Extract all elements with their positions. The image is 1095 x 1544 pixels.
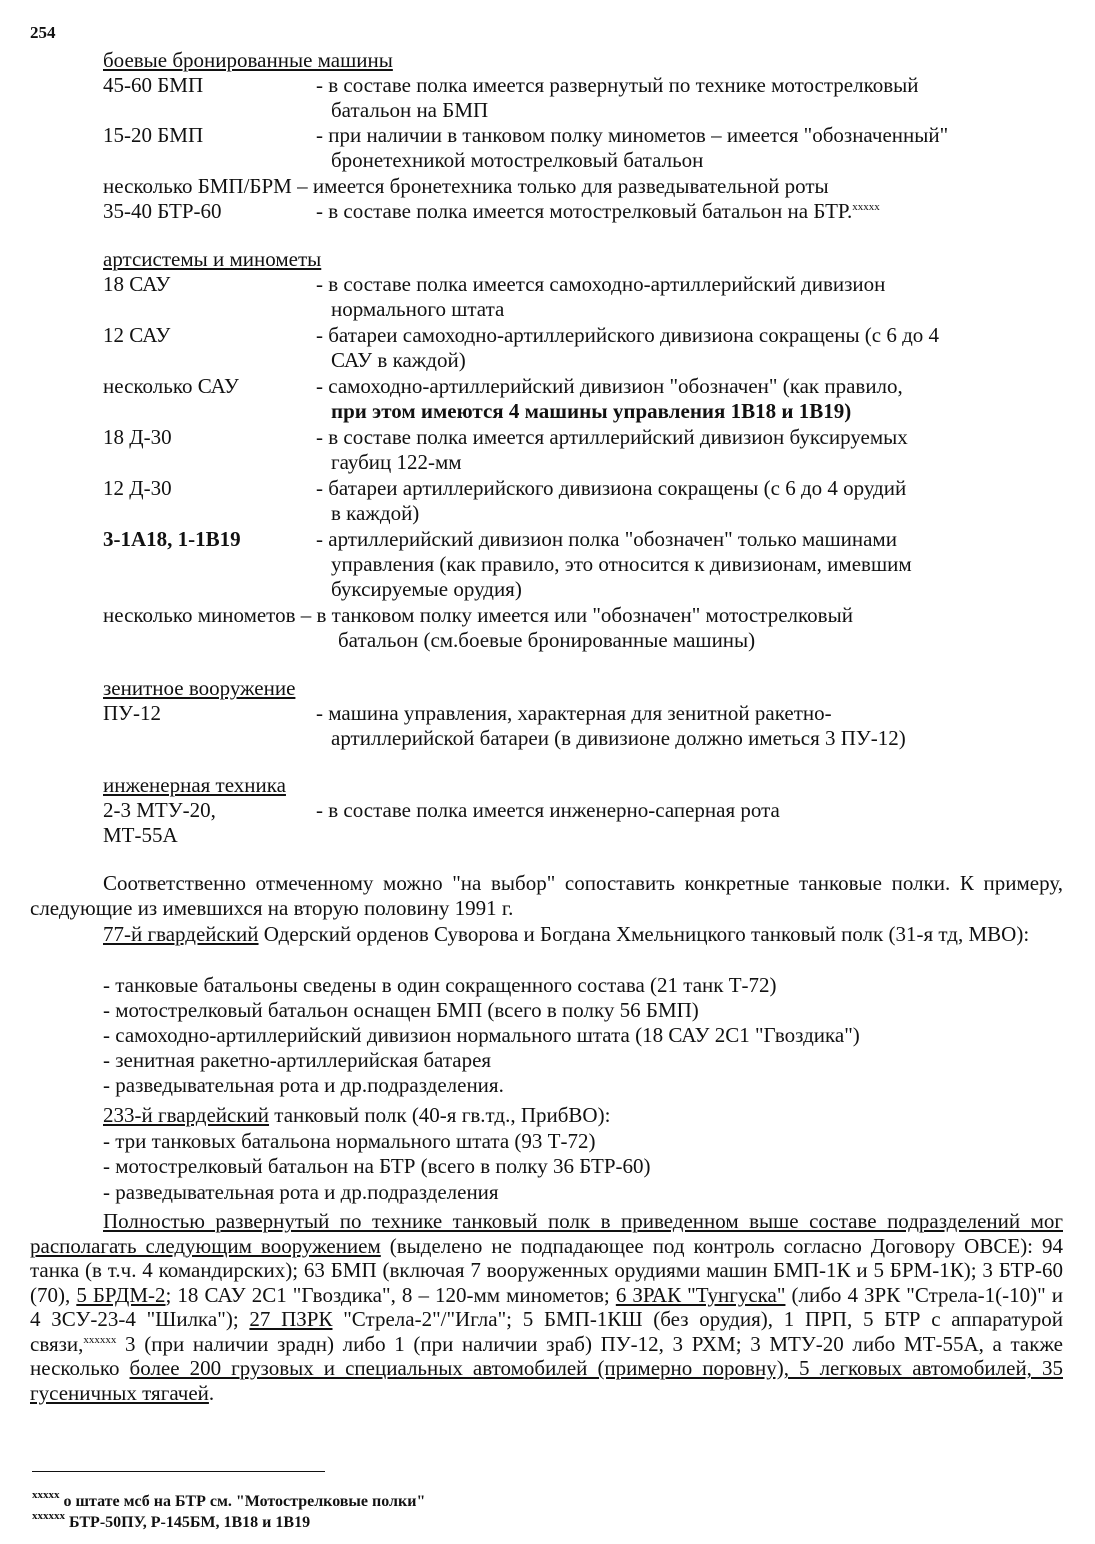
row-description-cont: САУ в каждой) xyxy=(331,348,466,372)
row-label-cont: МТ-55А xyxy=(103,823,178,847)
row-description: - артиллерийский дивизион полка "обозначен" только машинами xyxy=(316,527,897,551)
footnote-text: о штате мсб на БТР см. "Мотострелковые полки" xyxy=(59,1493,426,1510)
row-description-cont: при этом имеются 4 машины управления 1В18 и 1В19) xyxy=(331,399,852,423)
regiment-233-name: 233-й гвардейский xyxy=(103,1103,270,1127)
row-description: - в составе полка имеется инженерно-саперная рота xyxy=(316,798,780,822)
list-item: - разведывательная рота и др.подразделения. xyxy=(103,1073,504,1097)
section-title-artillery: артсистемы и минометы xyxy=(103,247,322,271)
row-label: 15-20 БМП xyxy=(103,123,204,147)
regiment-77-name: 77-й гвардейский xyxy=(103,922,259,946)
row-description-cont: артиллерийской батареи (в дивизионе должно иметься 3 ПУ-12) xyxy=(331,726,906,750)
row-description-cont: в каждой) xyxy=(331,501,420,525)
row-description: - в составе полка имеется развернутый по технике мотострелковый xyxy=(316,73,919,97)
list-item: - танковые батальоны сведены в один сокращенного состава (21 танк Т-72) xyxy=(103,973,777,997)
regiment-233-heading xyxy=(103,1103,610,1128)
final-text: . xyxy=(208,1380,215,1405)
row-description: - в составе полка имеется самоходно-артиллерийский дивизион xyxy=(316,272,886,296)
row-description-cont: батальон (см.боевые бронированные машины) xyxy=(338,628,756,652)
row-label: 12 САУ xyxy=(103,323,171,347)
final-text: 3 (при наличии зрадн) либо 1 (при наличии зраб) ПУ-12, 3 РХМ; 3 МТУ-20 либо МТ-55А, а также несколько xyxy=(30,1331,1063,1380)
row-label: 18 Д-30 xyxy=(103,425,172,449)
row-text: несколько минометов – в танковом полку имеется или "обозначен" мотострелковый xyxy=(103,603,853,627)
footnote-text: БТР-50ПУ, Р-145БМ, 1В18 и 1В19 xyxy=(65,1514,311,1531)
final-underlined: 27 ПЗРК xyxy=(249,1307,333,1331)
final-text: "Стрела-2"/"Игла"; 5 БМП-1КШ (без орудия), 1 ПРП, 5 БТР с аппаратурой связи, xyxy=(30,1307,1063,1356)
list-item: - три танковых батальона нормального штата (93 Т-72) xyxy=(103,1129,596,1153)
list-item: - разведывательная рота и др.подразделения xyxy=(103,1180,499,1204)
row-text: несколько БМП/БРМ – имеется бронетехника только для разведывательной роты xyxy=(103,174,829,198)
section-title-engineering: инженерная техника xyxy=(103,773,286,797)
final-text: (выделено не подпадающее под контроль согласно Договору ОВСЕ): 94 танка (в т.ч. 4 командирских); 63 БМП (включая 7 вооруженных орудиями машин БМП-1К и 5 БРМ-1К); 3 БТР-60 (70), xyxy=(30,1233,1063,1307)
regiment-77-desc: Одерский орденов Суворова и Богдана Хмельницкого танковый полк (31-я тд, МВО): xyxy=(258,922,1030,946)
row-label: 12 Д-30 xyxy=(103,476,172,500)
final-underlined: 6 ЗРАК "Тунгуска" xyxy=(615,1282,786,1307)
regiment-233-desc: танковый полк (40-я гв.тд., ПрибВО): xyxy=(269,1103,611,1127)
footnote-ref: хххххх xyxy=(83,1333,117,1346)
footnote-mark: ххххх xyxy=(32,1489,60,1501)
row-label: 45-60 БМП xyxy=(103,73,204,97)
row-description-cont: бронетехникой мотострелковый батальон xyxy=(331,148,704,172)
row-label: 2-3 МТУ-20, xyxy=(103,798,216,822)
footnote-mark: хххххх xyxy=(32,1510,65,1522)
footnote-ref: ххххх xyxy=(852,201,880,213)
footnote xyxy=(32,1510,310,1535)
row-description-cont: нормального штата xyxy=(331,297,505,321)
regiment-77-heading xyxy=(30,922,1063,947)
row-description: - батареи самоходно-артиллерийского дивизиона сокращены (с 6 до 4 xyxy=(316,323,940,347)
list-item: - самоходно-артиллерийский дивизион нормального штата (18 САУ 2С1 "Гвоздика") xyxy=(103,1023,860,1047)
section-title-armored: боевые бронированные машины xyxy=(103,48,393,72)
final-underlined: более 200 грузовых и специальных автомобилей (примерно поровну), 5 легковых автомобилей, 35 гусеничных тягачей xyxy=(30,1356,1063,1405)
list-item: - зенитная ракетно-артиллерийская батарея xyxy=(103,1048,492,1072)
section-title-airdefense: зенитное вооружение xyxy=(103,676,296,700)
final-underlined: 5 БРДМ-2 xyxy=(76,1282,166,1307)
final-text: (либо 4 ЗРК "Стрела-1(-10)" и 4 ЗСУ-23-4 "Шилка"); xyxy=(30,1282,1063,1331)
list-item: - мотострелковый батальон оснащен БМП (всего в полку 56 БМП) xyxy=(103,998,699,1022)
row-description: - в составе полка имеется мотострелковый батальон на БТР. xyxy=(316,199,853,223)
final-underlined-lead: Полностью развернутый по технике танковый полк в приведенном выше составе подразделений мог располагать следующим вооружением xyxy=(30,1209,1063,1258)
row-label: 3-1А18, 1-1В19 xyxy=(103,527,241,551)
row-label: 35-40 БТР-60 xyxy=(103,199,222,223)
final-text: ; 18 САУ 2С1 "Гвоздика", 8 – 120-мм минометов; xyxy=(165,1282,616,1307)
row-description-cont: буксируемые орудия) xyxy=(331,577,522,601)
intro-paragraph: Соответственно отмеченному можно "на выбор" сопоставить конкретные танковые полки. К примеру, следующие из имевшихся на вторую половину 1991 г. xyxy=(30,871,1063,920)
row-description-cont: управления (как правило, это относится к дивизионам, имевшим xyxy=(331,552,912,576)
row-description-cont: батальон на БМП xyxy=(331,98,489,122)
page-number: 254 xyxy=(30,23,56,42)
final-paragraph xyxy=(30,1209,1063,1405)
row-description: - машина управления, характерная для зенитной ракетно- xyxy=(316,701,832,725)
row-description: - при наличии в танковом полку минометов – имеется "обозначенный" xyxy=(316,123,949,147)
row-label: несколько САУ xyxy=(103,374,239,398)
row-label: 18 САУ xyxy=(103,272,171,296)
list-item: - мотострелковый батальон на БТР (всего в полку 36 БТР-60) xyxy=(103,1154,651,1178)
row-label: ПУ-12 xyxy=(103,701,162,725)
footnote-divider xyxy=(32,1471,325,1472)
row-description-cont: гаубиц 122-мм xyxy=(331,450,462,474)
row-description: - самоходно-артиллерийский дивизион "обозначен" (как правило, xyxy=(316,374,903,398)
row-description: - в составе полка имеется артиллерийский дивизион буксируемых xyxy=(316,425,908,449)
row-description: - батареи артиллерийского дивизиона сокращены (с 6 до 4 орудий xyxy=(316,476,907,500)
